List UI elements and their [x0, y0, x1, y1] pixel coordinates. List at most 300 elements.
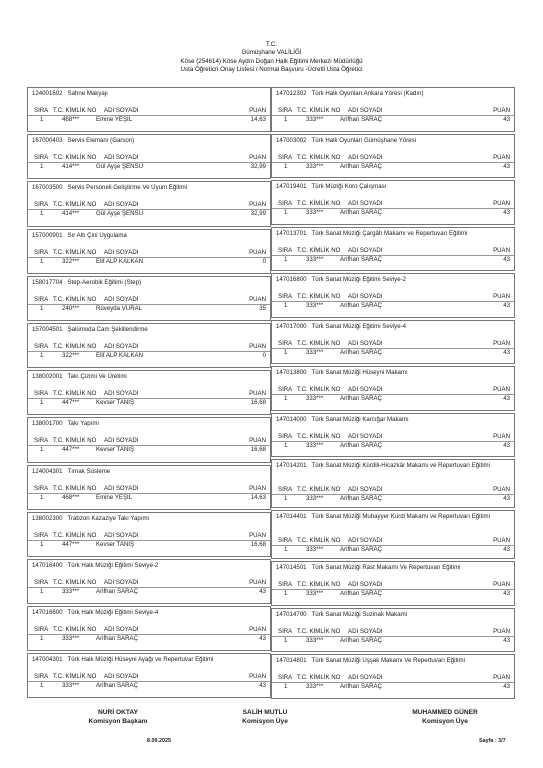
row-sira: 1: [284, 162, 288, 170]
signature-role: Komisyon Üye: [422, 718, 468, 726]
row-person: Gül Ayşe ŞENSU: [96, 210, 143, 218]
course-entry: [27, 606, 271, 651]
col-name-label: ADI SOYADI: [348, 246, 383, 254]
col-sira-label: SIRA: [34, 154, 49, 162]
col-sira-label: SIRA: [34, 248, 49, 256]
course-code: 147016400: [32, 561, 63, 569]
course-entry: [271, 87, 515, 132]
row-puan: 43: [503, 209, 510, 216]
col-tc-label: T.C. KİMLİK NO: [53, 437, 97, 445]
course-entry: [271, 227, 515, 272]
row-puan: 16,68: [250, 446, 266, 454]
col-sira-label: SIRA: [278, 246, 293, 254]
row-puan: 43: [259, 587, 266, 595]
row-divider: [272, 545, 514, 546]
course-name: Trabzon Kazaziye Takı Yapımı: [67, 514, 150, 522]
row-divider: [272, 394, 514, 395]
col-name-label: ADI SOYADI: [348, 386, 383, 393]
signature-member-1: [210, 708, 320, 727]
col-sira-label: SIRA: [278, 339, 293, 347]
row-person: Arifhan SARAÇ: [340, 302, 382, 309]
col-tc-label: T.C. KİMLİK NO: [53, 484, 97, 492]
row-person: Arifhan SARAÇ: [340, 590, 382, 597]
signature-name: SALİH MUTLU: [242, 709, 288, 716]
course-name: Türk Sanat Müziği Rast Makamı Ve Repertuvarı Eğitimi: [311, 564, 461, 571]
course-entry: [27, 276, 271, 321]
col-puan-label: PUAN: [493, 200, 510, 207]
row-divider: [272, 494, 514, 495]
course-code: 167000403: [32, 137, 63, 145]
course-title: [276, 323, 510, 330]
course-name: Türk Sanat Müziği Kürdili-Hicazkâr Makamı ve Repertuvarı Eğitimi: [311, 462, 490, 469]
left-course-column: [27, 87, 271, 700]
row-person: Gül Ayşe ŞENSU: [96, 163, 143, 171]
row-puan: 43: [503, 302, 510, 309]
course-code: 147019401: [276, 183, 307, 190]
row-person: Arifhan SARAÇ: [96, 635, 138, 643]
row-puan: 35: [259, 304, 266, 312]
row-sira: 1: [284, 441, 288, 449]
course-code: 138002300: [32, 514, 63, 522]
col-tc-label: T.C. KİMLİK NO: [297, 339, 341, 347]
row-tc: 322***: [62, 351, 80, 359]
signature-name: NURİ OKTAY: [98, 709, 138, 716]
course-entry: [27, 653, 271, 698]
col-name-label: ADI SOYADI: [348, 200, 383, 207]
col-name-label: ADI SOYADI: [348, 339, 383, 347]
col-tc-label: T.C. KİMLİK NO: [297, 486, 341, 493]
course-title: [32, 232, 266, 239]
course-name: Türk Sanat Müziği Karcığar Makamı: [311, 415, 409, 423]
row-tc: 414***: [62, 163, 80, 171]
row-puan: 14,63: [250, 493, 266, 501]
col-puan-label: PUAN: [249, 626, 266, 634]
col-tc-label: T.C. KİMLİK NO: [53, 154, 97, 162]
row-tc: 333***: [306, 495, 324, 502]
col-puan-label: PUAN: [249, 295, 266, 303]
row-divider: [28, 162, 270, 163]
col-tc-label: T.C. KİMLİK NO: [53, 107, 97, 114]
row-puan: 43: [503, 395, 510, 402]
row-sira: 1: [284, 590, 288, 597]
row-puan: 32,99: [250, 163, 266, 171]
course-entry: [271, 134, 515, 179]
row-tc: 322***: [62, 257, 80, 265]
row-sira: 1: [284, 302, 288, 309]
row-sira: 1: [40, 587, 44, 595]
row-sira: 1: [284, 636, 288, 644]
row-sira: 1: [284, 209, 288, 216]
col-sira-label: SIRA: [278, 386, 293, 393]
row-person: Arifhan SARAÇ: [340, 395, 382, 402]
row-sira: 1: [40, 682, 44, 690]
course-title: [32, 656, 266, 663]
col-sira-label: SIRA: [278, 486, 293, 493]
col-tc-label: T.C. KİMLİK NO: [297, 200, 341, 207]
row-divider: [272, 162, 514, 163]
row-tc: 447***: [62, 446, 80, 454]
col-sira-label: SIRA: [278, 581, 293, 588]
col-sira-label: SIRA: [34, 437, 49, 445]
course-title: [276, 513, 510, 520]
col-tc-label: T.C. KİMLİK NO: [297, 107, 341, 114]
col-tc-label: T.C. KİMLİK NO: [297, 627, 341, 635]
course-name: Takı Çizimi Ve Üretimi: [67, 373, 127, 381]
course-code: 147004301: [32, 656, 63, 664]
row-person: Arifhan SARAÇ: [96, 587, 138, 595]
row-sira: 1: [40, 116, 44, 123]
col-tc-label: T.C. KİMLİK NO: [297, 246, 341, 254]
row-divider: [272, 115, 514, 116]
row-puan: 43: [503, 348, 510, 356]
col-name-label: ADI SOYADI: [348, 674, 383, 681]
row-divider: [28, 681, 270, 682]
course-title: [276, 276, 510, 283]
col-name-label: ADI SOYADI: [104, 154, 139, 162]
course-code: 147014801: [276, 657, 307, 664]
row-person: Arifhan SARAÇ: [340, 683, 382, 690]
col-sira-label: SIRA: [34, 390, 49, 398]
col-name-label: ADI SOYADI: [104, 673, 139, 681]
row-puan: 16,68: [250, 399, 266, 407]
col-name-label: ADI SOYADI: [104, 248, 139, 256]
col-sira-label: SIRA: [34, 342, 49, 350]
course-name: Takı Yapımı: [67, 420, 100, 428]
col-sira-label: SIRA: [278, 293, 293, 300]
row-tc: 333***: [306, 348, 324, 356]
col-tc-label: T.C. KİMLİK NO: [53, 390, 97, 398]
row-divider: [28, 398, 270, 399]
row-tc: 333***: [306, 683, 324, 690]
course-title: [276, 137, 510, 144]
course-entry: [27, 181, 271, 226]
course-entry: [27, 512, 271, 557]
col-tc-label: T.C. KİMLİK NO: [53, 201, 97, 209]
row-sira: 1: [40, 446, 44, 454]
course-code: 147012302: [276, 90, 307, 97]
course-entry: [27, 417, 271, 462]
row-puan: 32,99: [250, 210, 266, 218]
col-name-label: ADI SOYADI: [104, 626, 139, 634]
col-name-label: ADI SOYADI: [348, 537, 383, 544]
row-sira: 1: [40, 210, 44, 218]
col-sira-label: SIRA: [278, 537, 293, 544]
row-tc: 414***: [62, 210, 80, 218]
col-sira-label: SIRA: [34, 626, 49, 634]
col-puan-label: PUAN: [249, 437, 266, 445]
row-tc: 333***: [62, 635, 80, 643]
course-title: [32, 373, 266, 380]
col-tc-label: T.C. KİMLİK NO: [53, 531, 97, 539]
col-sira-label: SIRA: [278, 674, 293, 681]
course-entry: [271, 608, 515, 653]
row-puan: 43: [503, 116, 510, 123]
row-puan: 43: [503, 546, 510, 553]
row-sira: 1: [40, 304, 44, 312]
row-sira: 1: [284, 395, 288, 402]
row-puan: 43: [259, 682, 266, 690]
row-puan: 43: [503, 255, 510, 263]
row-divider: [272, 208, 514, 209]
col-sira-label: SIRA: [278, 153, 293, 161]
row-tc: 333***: [306, 255, 324, 263]
course-title: [32, 609, 266, 616]
row-sira: 1: [40, 540, 44, 548]
row-tc: 333***: [306, 116, 324, 123]
row-tc: 333***: [306, 590, 324, 597]
col-sira-label: SIRA: [278, 200, 293, 207]
col-puan-label: PUAN: [493, 486, 510, 493]
course-name: Türk Sanat Müziği Eğitimi Seviye-2: [311, 276, 407, 283]
row-divider: [28, 445, 270, 446]
row-sira: 1: [40, 399, 44, 407]
row-tc: 447***: [62, 399, 80, 407]
row-person: Kevser TANIŞ: [96, 446, 135, 454]
row-divider: [28, 493, 270, 494]
course-name: Step-Aerobik Eğitimi (Step): [67, 278, 142, 286]
course-code: 147003002: [276, 136, 307, 144]
course-name: Türk Halk Oyunları Ankara Yöresi (Kadın): [311, 90, 424, 97]
row-divider: [272, 682, 514, 683]
course-code: 147014401: [276, 513, 307, 520]
row-puan: 16,68: [250, 540, 266, 548]
course-name: Türk Sanat Müziği Uşşak Makamı Ve Repertuvarı Eğitimi: [311, 657, 465, 664]
course-entry: [271, 320, 515, 365]
footer-page-number: Sayfa : 3/7: [479, 738, 506, 744]
row-person: Arifhan SARAÇ: [340, 441, 382, 449]
row-divider: [272, 348, 514, 349]
course-title: [32, 468, 266, 475]
row-person: Emine YEŞİL: [96, 493, 133, 501]
col-sira-label: SIRA: [34, 578, 49, 586]
row-sira: 1: [284, 546, 288, 553]
row-person: Arifhan SARAÇ: [340, 636, 382, 644]
row-tc: 333***: [306, 546, 324, 553]
col-tc-label: T.C. KİMLİK NO: [53, 673, 97, 681]
row-tc: 333***: [306, 636, 324, 644]
col-sira-label: SIRA: [34, 673, 49, 681]
col-puan-label: PUAN: [493, 153, 510, 161]
course-name: Türk Halk Müziği Hüseyni Ayağı ve Repertuvar Eğitimi: [67, 656, 214, 664]
col-name-label: ADI SOYADI: [104, 107, 139, 114]
course-code: 147013800: [276, 369, 307, 376]
col-tc-label: T.C. KİMLİK NO: [297, 674, 341, 681]
course-name: Türk Halk Oyunları Gümüşhane Yöresi: [311, 136, 417, 144]
row-person: Arifhan SARAÇ: [340, 546, 382, 553]
course-name: Servis Elemanı (Garson): [67, 137, 135, 145]
col-puan-label: PUAN: [249, 201, 266, 209]
course-name: Tırnak Süsleme: [67, 467, 111, 475]
row-tc: 333***: [62, 682, 80, 690]
col-tc-label: T.C. KİMLİK NO: [297, 581, 341, 588]
col-name-label: ADI SOYADI: [104, 390, 139, 398]
course-entry: [271, 366, 515, 411]
col-puan-label: PUAN: [493, 432, 510, 440]
row-divider: [28, 351, 270, 352]
col-puan-label: PUAN: [249, 154, 266, 162]
course-code: 124001602: [32, 90, 63, 97]
col-name-label: ADI SOYADI: [348, 293, 383, 300]
row-person: Arifhan SARAÇ: [340, 348, 382, 356]
course-entry: [27, 87, 271, 132]
col-name-label: ADI SOYADI: [104, 201, 139, 209]
course-code: 167003500: [32, 184, 63, 192]
row-puan: 43: [503, 441, 510, 449]
row-puan: 43: [503, 590, 510, 597]
row-sira: 1: [284, 255, 288, 263]
course-entry: [271, 180, 515, 225]
row-sira: 1: [284, 116, 288, 123]
footer-date: 8.09.2025: [147, 738, 171, 744]
col-tc-label: T.C. KİMLİK NO: [53, 578, 97, 586]
course-name: Servis Personeli Geliştirme Ve Uyum Eğitimi: [67, 184, 188, 192]
course-title: [32, 184, 266, 191]
row-divider: [28, 540, 270, 541]
course-name: Türk Sanat Müziği Çargâh Makamı ve Repertuvarı Eğitimi: [311, 229, 468, 237]
col-tc-label: T.C. KİMLİK NO: [53, 295, 97, 303]
course-entry: [271, 413, 515, 458]
col-tc-label: T.C. KİMLİK NO: [297, 153, 341, 161]
col-name-label: ADI SOYADI: [348, 627, 383, 635]
course-title: [32, 515, 266, 522]
course-title: [276, 462, 510, 469]
col-puan-label: PUAN: [493, 627, 510, 635]
course-code: 147017000: [276, 322, 307, 330]
course-name: Sır Altı Çini Uygulama: [67, 231, 127, 239]
course-entry: [27, 323, 271, 368]
col-puan-label: PUAN: [493, 293, 510, 300]
col-puan-label: PUAN: [249, 390, 266, 398]
col-tc-label: T.C. KİMLİK NO: [297, 386, 341, 393]
course-name: Türk Halk Müziği Eğitimi Seviye-2: [67, 561, 159, 569]
course-name: Şalümoda Cam Şekillendirme: [67, 325, 148, 333]
course-title: [276, 230, 510, 237]
col-tc-label: T.C. KİMLİK NO: [53, 626, 97, 634]
row-tc: 333***: [306, 441, 324, 449]
course-entry: [271, 273, 515, 318]
course-code: 147014501: [276, 564, 307, 571]
signature-name: MUHAMMED GÜNER: [412, 709, 478, 716]
col-name-label: ADI SOYADI: [104, 295, 139, 303]
col-sira-label: SIRA: [34, 484, 49, 492]
course-entry: [27, 465, 271, 510]
course-title: [32, 420, 266, 427]
row-tc: 333***: [306, 395, 324, 402]
row-person: Arifhan SARAÇ: [96, 682, 138, 690]
header-line-valilik: Gümüşhane VALİLİĞİ: [241, 49, 302, 57]
course-code: 138001700: [32, 420, 63, 428]
course-title: [276, 611, 510, 618]
course-entry: [27, 134, 271, 179]
course-name: Türk Sanat Müziği Muhayyer Kürdi Makamı ve Repertuvarı Eğitimi: [311, 513, 490, 520]
course-code: 158017704: [32, 278, 63, 286]
row-divider: [28, 257, 270, 258]
course-name: Türk Sanat Müziği Eğitimi Seviye-4: [311, 322, 407, 330]
row-sira: 1: [40, 163, 44, 171]
course-title: [32, 90, 266, 97]
course-name: Türk Halk Müziği Eğitimi Seviye-4: [67, 609, 159, 617]
row-divider: [28, 304, 270, 305]
col-name-label: ADI SOYADI: [348, 581, 383, 588]
course-title: [276, 416, 510, 423]
course-title: [32, 326, 266, 333]
row-tc: 468***: [62, 116, 80, 123]
col-puan-label: PUAN: [493, 107, 510, 114]
document-header: [0, 41, 543, 75]
row-puan: 43: [503, 162, 510, 170]
header-line-tc: T.C.: [265, 41, 278, 48]
row-divider: [272, 255, 514, 256]
row-person: Arifhan SARAÇ: [340, 495, 382, 502]
row-person: Elif ALP KALKAN: [96, 351, 143, 359]
col-puan-label: PUAN: [493, 339, 510, 347]
course-entry: [27, 229, 271, 274]
row-tc: 333***: [62, 587, 80, 595]
course-code: 147014700: [276, 610, 307, 618]
course-code: 157000901: [32, 231, 63, 239]
course-code: 147014201: [276, 462, 307, 469]
course-entry: [271, 510, 515, 559]
row-divider: [28, 115, 270, 116]
course-code: 147016600: [32, 609, 63, 617]
course-title: [276, 564, 510, 571]
signature-role: Komisyon Başkanı: [88, 718, 148, 726]
row-divider: [28, 587, 270, 588]
course-name: Türk Sanat Müziği Suzinak Makamı: [311, 610, 408, 618]
col-name-label: ADI SOYADI: [348, 432, 383, 440]
course-code: 157004501: [32, 325, 63, 333]
col-puan-label: PUAN: [493, 386, 510, 393]
course-code: 147013701: [276, 229, 307, 237]
row-sira: 1: [284, 348, 288, 356]
row-divider: [272, 441, 514, 442]
course-title: [32, 279, 266, 286]
col-name-label: ADI SOYADI: [348, 107, 383, 114]
row-person: Arifhan SARAÇ: [340, 209, 382, 216]
col-name-label: ADI SOYADI: [104, 437, 139, 445]
signature-member-2: [375, 708, 515, 727]
row-puan: 0: [262, 257, 266, 265]
course-title: [32, 137, 266, 144]
col-name-label: ADI SOYADI: [104, 578, 139, 586]
col-sira-label: SIRA: [278, 432, 293, 440]
row-person: Emine YEŞİL: [96, 116, 133, 123]
row-person: Rüveyda VURAL: [96, 304, 143, 312]
col-sira-label: SIRA: [278, 107, 293, 114]
row-sira: 1: [40, 493, 44, 501]
col-puan-label: PUAN: [249, 342, 266, 350]
col-sira-label: SIRA: [278, 627, 293, 635]
course-title: [276, 657, 510, 664]
col-puan-label: PUAN: [249, 578, 266, 586]
row-person: Arifhan SARAÇ: [340, 255, 382, 263]
col-puan-label: PUAN: [493, 581, 510, 588]
row-divider: [28, 209, 270, 210]
course-name: Sahne Makyajı: [67, 90, 108, 97]
col-tc-label: T.C. KİMLİK NO: [297, 293, 341, 300]
row-puan: 43: [503, 636, 510, 644]
col-puan-label: PUAN: [493, 537, 510, 544]
row-person: Elif ALP KALKAN: [96, 257, 143, 265]
course-entry: [271, 459, 515, 508]
row-puan: 43: [503, 683, 510, 690]
col-sira-label: SIRA: [34, 531, 49, 539]
row-person: Kevser TANIŞ: [96, 399, 135, 407]
row-divider: [272, 589, 514, 590]
course-code: 138002001: [32, 373, 63, 381]
col-name-label: ADI SOYADI: [348, 153, 383, 161]
signature-role: Komisyon Üye: [242, 718, 288, 726]
